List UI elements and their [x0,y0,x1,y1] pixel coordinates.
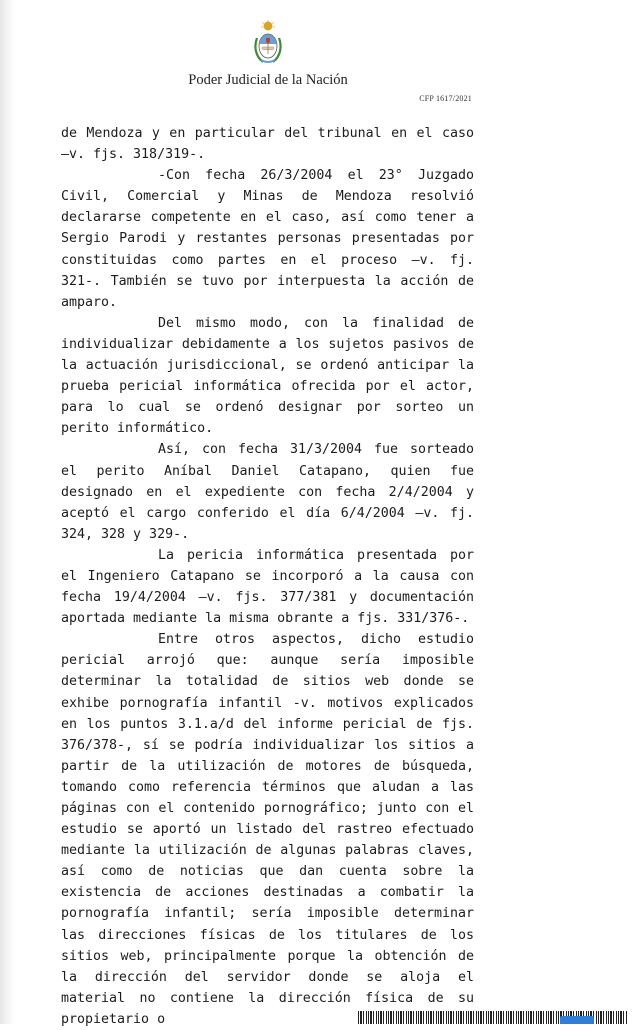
paragraph: Del mismo modo, con la finalidad de individualizar debidamente a los sujetos pasivos de la actuación jurisdiccional, se ordenó anticipar la prueba pericial informática ofrecida por el actor, para lo cual se ordenó designar por sorteo un perito informático. [61,315,474,437]
paragraph: La pericia informática presentada por el Ingeniero Catapano se incorporó a la causa con fecha 19/4/2004 –v. fjs. 377/381 y documentación aportada mediante la misma obrante a fjs. 331/376-. [61,547,474,627]
paragraph: -Con fecha 26/3/2004 el 23° Juzgado Civil, Comercial y Minas de Mendoza resolvió declararse competente en el caso, así como tener a Sergio Parodi y restantes personas presentadas por constituidas como partes en el proceso –v. fj. 321-. También se tuvo por interpuesta la acción de amparo. [61,168,474,310]
organization-name: Poder Judicial de la Nación [188,72,348,88]
paragraph: Entre otros aspectos, dicho estudio pericial arrojó que: aunque sería imposible determinar la totalidad de sitios web donde se exhibe pornografía infantil -v. motivos explicados en los puntos 3.1.a/d del informe pericial de fjs. 376/378-, sí se podría individualizar los sitios a partir de la utilización de motores de búsqueda, tomando como referencia términos que aludan a las páginas con el contenido pornográfico; junto con el estudio se aportó un listado del rastreo efectuado mediante la utilización de algunas palabras claves, así como de noticias que dan cuenta sobre la existencia de acciones destinadas a combatir la pornografía infantil; sería imposible determinar las direcciones físicas de los titulares de los sitios web, principalmente porque la obtención de la dirección del servidor donde se aloja el material no contiene la dirección física de su propietario o [61,632,474,1027]
argentine-coat-of-arms-icon [252,20,284,66]
paragraph: de Mendoza y en particular del tribunal en el caso –v. fjs. 318/319-. [61,126,474,163]
barcode-marker [560,1016,594,1024]
scan-edge-shadow [0,0,14,1024]
document-body [61,123,474,1030]
paragraph: Así, con fecha 31/3/2004 fue sorteado el perito Aníbal Daniel Catapano, quien fue designado en el expediente con fecha 2/4/2004 y aceptó el cargo conferido el día 6/4/2004 –v. fj. 324, 328 y 329-. [61,442,474,542]
case-number: CFP 1617/2021 [419,94,472,103]
